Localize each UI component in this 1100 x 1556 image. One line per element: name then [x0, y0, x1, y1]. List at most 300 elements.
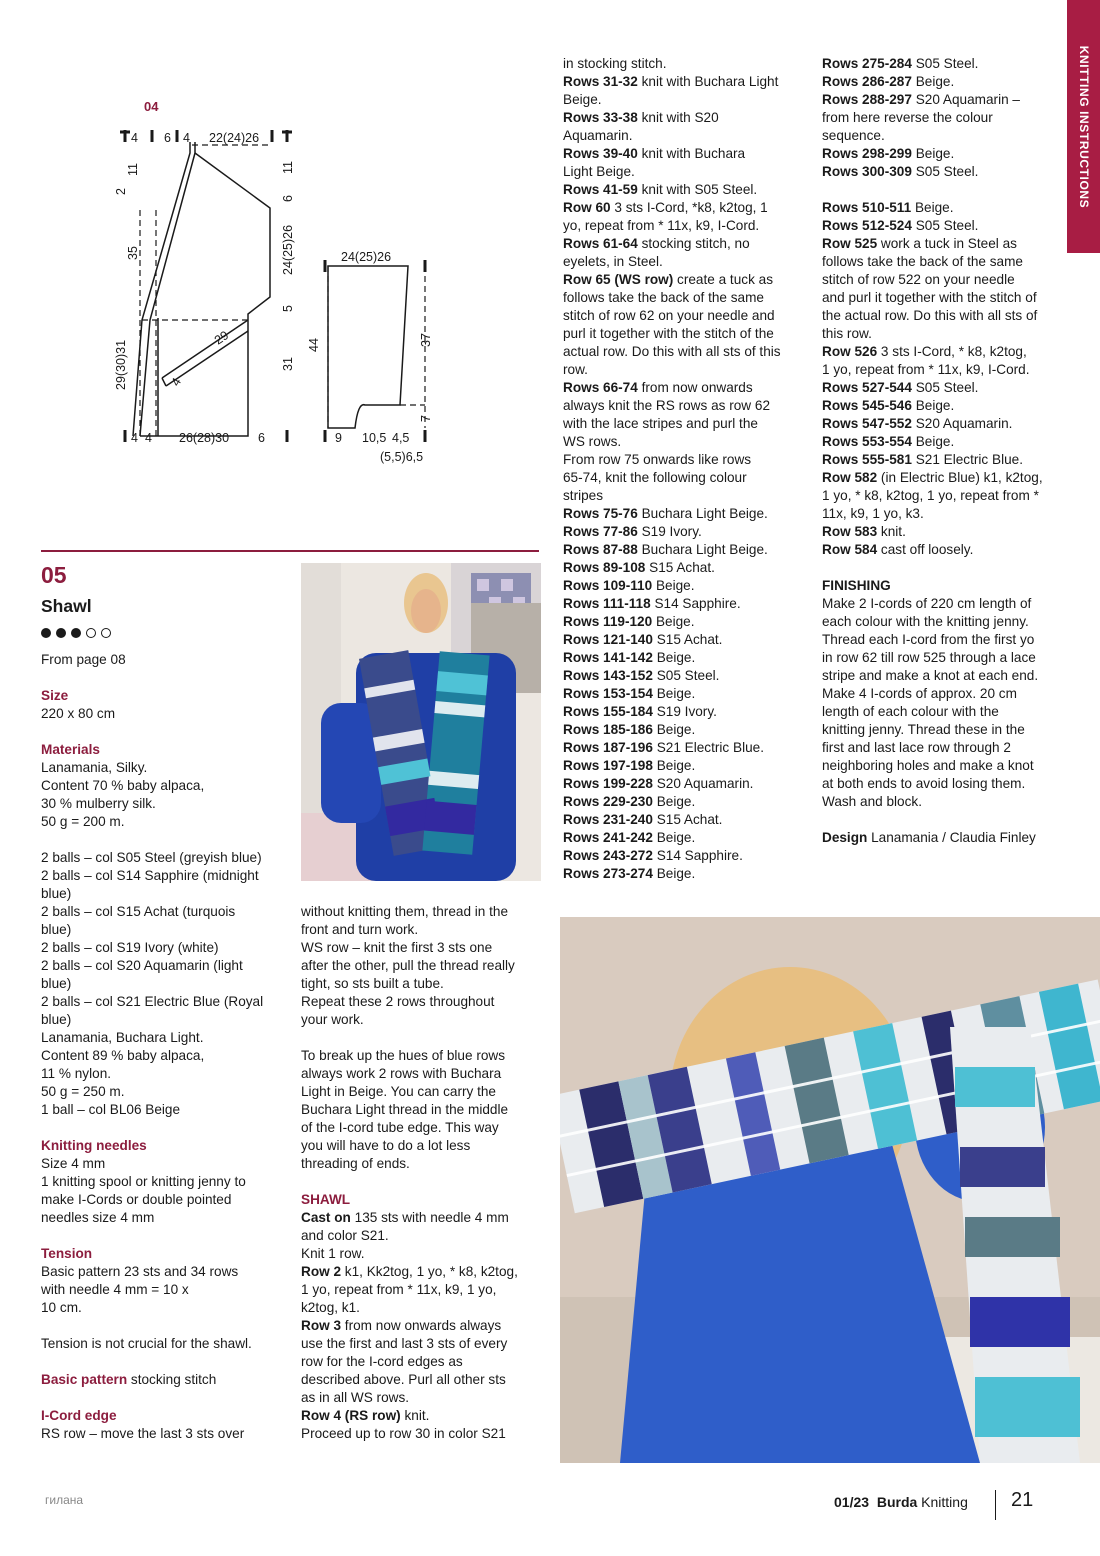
text-line: 1 ball – col BL06 Beige	[41, 1102, 181, 1117]
dim: (5,5)6,5	[380, 450, 424, 464]
instruction-line	[822, 415, 1062, 433]
instruction-label: Rows 87-88	[563, 542, 638, 557]
shawl-photo-portrait	[301, 563, 541, 881]
instruction-text: S19 Ivory.	[652, 704, 717, 719]
instruction-line	[822, 451, 1062, 469]
instruction-line	[822, 811, 1062, 829]
instruction-text: Beige.	[911, 200, 954, 215]
dim: 4	[131, 431, 138, 445]
instruction-line	[822, 235, 1062, 253]
instruction-label: Rows 66-74	[563, 380, 638, 395]
instruction-line	[563, 559, 808, 577]
from-page: From page 08	[41, 652, 126, 667]
text-line: 1 knitting spool or knitting jenny to	[41, 1174, 246, 1189]
instruction-text: Wash and block.	[822, 794, 922, 809]
size-heading: Size	[41, 688, 69, 703]
text-line: blue)	[41, 1012, 72, 1027]
instruction-text: Make 4 I-cords of approx. 20 cm	[822, 686, 1017, 701]
instruction-line	[822, 163, 1062, 181]
instructions-column-2	[301, 903, 546, 1443]
instruction-line	[822, 469, 1062, 487]
instruction-label: Rows 547-552	[822, 416, 912, 431]
instruction-text: S15 Achat.	[652, 812, 723, 827]
instruction-text: yo, repeat from * 11x, k9, I-Cord.	[563, 218, 760, 233]
instruction-line	[563, 865, 808, 883]
instruction-text: knit with S05 Steel.	[637, 182, 758, 197]
text-line: threading of ends.	[301, 1156, 410, 1171]
instruction-line	[563, 451, 808, 469]
instruction-line	[822, 73, 1062, 91]
magazine-name: Knitting	[917, 1494, 968, 1510]
instruction-line	[563, 775, 808, 793]
instruction-label: Rows 273-274	[563, 866, 653, 881]
dim: 22(24)26	[209, 131, 260, 145]
text-line: 2 balls – col S15 Achat (turquois	[41, 904, 236, 919]
instruction-text: each colour with the knitting jenny.	[822, 614, 1029, 629]
instruction-label: Rows 288-297	[822, 92, 912, 107]
instruction-text: stocking stitch, no	[637, 236, 750, 251]
instruction-text: Beige.	[652, 650, 696, 665]
instruction-text: knit.	[877, 524, 906, 539]
instruction-line	[563, 271, 808, 289]
instruction-line	[563, 469, 808, 487]
instruction-label: Rows 275-284	[822, 56, 912, 71]
difficulty-dot-filled	[41, 628, 51, 638]
instruction-label: Rows 75-76	[563, 506, 638, 521]
instruction-label: Rows 141-142	[563, 650, 653, 665]
instruction-text: follows take the back of the same	[563, 290, 764, 305]
instruction-label: Rows 241-242	[563, 830, 653, 845]
instruction-line	[563, 199, 808, 217]
instruction-text: in row 62 till row 525 through a lace	[822, 650, 1036, 665]
instruction-text: follows take the back of the same	[822, 254, 1023, 269]
instruction-text: S21 Electric Blue.	[911, 452, 1023, 467]
instruction-line	[563, 289, 808, 307]
instruction-line	[822, 181, 1062, 199]
instruction-label: Rows 119-120	[563, 614, 653, 629]
instruction-line	[563, 811, 808, 829]
instruction-line	[822, 559, 1062, 577]
instruction-line	[822, 109, 1062, 127]
instruction-text: sequence.	[822, 128, 885, 143]
text-line: 50 g = 250 m.	[41, 1084, 125, 1099]
instruction-text: Beige.	[652, 578, 695, 593]
text-line: 11 % nylon.	[41, 1066, 112, 1081]
instruction-text: Lanamania / Claudia Finley	[867, 830, 1036, 845]
text-line: your work.	[301, 1012, 364, 1027]
instruction-line	[563, 685, 808, 703]
text-line: Basic pattern 23 sts and 34 rows	[41, 1264, 239, 1279]
text-line: front and turn work.	[301, 922, 419, 937]
text-line: k2tog, k1.	[301, 1300, 360, 1315]
instruction-text: Beige.	[652, 758, 696, 773]
instruction-line	[822, 541, 1062, 559]
dim: 31	[281, 357, 295, 371]
instruction-line	[563, 253, 808, 271]
instruction-label: Rows 199-228	[563, 776, 653, 791]
instruction-text: Beige.	[911, 74, 955, 89]
instruction-line	[822, 91, 1062, 109]
instruction-text: this row.	[822, 326, 872, 341]
instruction-text: Beige.	[911, 398, 955, 413]
instruction-label: Rows 553-554	[822, 434, 912, 449]
instruction-text: neighboring holes and make a knot	[822, 758, 1034, 773]
instruction-text: Buchara Light Beige.	[637, 506, 768, 521]
text-line: 50 g = 200 m.	[41, 814, 125, 829]
text-line: stocking stitch	[130, 1372, 217, 1387]
instruction-text: knitting jenny. Thread these in the	[822, 722, 1025, 737]
text-line: Tension is not crucial for the shawl.	[41, 1336, 252, 1351]
instruction-line	[563, 721, 808, 739]
instruction-text: stitch of row 62 on your needle and	[563, 308, 775, 323]
instruction-label: Row 65 (WS row)	[563, 272, 674, 287]
footer-issue	[834, 1494, 968, 1510]
dim: 6	[164, 131, 171, 145]
instruction-text: S05 Steel.	[911, 380, 979, 395]
dim: 24(25)26	[341, 250, 392, 264]
instruction-line	[563, 757, 808, 775]
instruction-text: actual row. Do this with all sts of this	[563, 344, 781, 359]
instruction-line	[822, 379, 1062, 397]
text-line: make I-Cords or double pointed	[41, 1192, 232, 1207]
instruction-line	[822, 397, 1062, 415]
instruction-text: S05 Steel.	[911, 218, 979, 233]
instruction-line	[563, 397, 808, 415]
instruction-line	[822, 631, 1062, 649]
text-bold: Row 4 (RS row)	[301, 1408, 401, 1423]
text-line: of the I-cord tube edge. This way	[301, 1120, 499, 1135]
instruction-line	[563, 487, 808, 505]
dim: 7	[419, 415, 433, 422]
instruction-text: purl it together with the stitch of the	[563, 326, 774, 341]
instruction-line	[822, 505, 1062, 523]
instruction-label: Row 60	[563, 200, 611, 215]
instruction-label: Rows 510-511	[822, 200, 912, 215]
instruction-line	[563, 163, 808, 181]
instruction-label: Design	[822, 830, 868, 845]
instruction-line	[563, 325, 808, 343]
diagram-label: 04	[144, 99, 159, 114]
text-line: always work 2 rows with Buchara	[301, 1066, 502, 1081]
text-line: Repeat these 2 rows throughout	[301, 994, 495, 1009]
instruction-text: and purl it together with the stitch of	[822, 290, 1037, 305]
instruction-text: S15 Achat.	[645, 560, 715, 575]
instruction-label: Rows 41-59	[563, 182, 638, 197]
shawl-heading: SHAWL	[301, 1192, 351, 1207]
instruction-label: Rows 77-86	[563, 524, 638, 539]
text-line: tight, so sts built a tube.	[301, 976, 444, 991]
instruction-text: 1 yo, repeat from * 11x, k9, I-Cord.	[822, 362, 1030, 377]
instruction-line	[563, 145, 808, 163]
instruction-line	[563, 235, 808, 253]
instruction-line	[563, 91, 808, 109]
text-line: 2 balls – col S20 Aquamarin (light	[41, 958, 243, 973]
instruction-line	[563, 667, 808, 685]
instruction-text: Beige.	[652, 866, 696, 881]
size-value: 220 x 80 cm	[41, 706, 116, 721]
instruction-line	[563, 109, 808, 127]
instruction-line	[563, 379, 808, 397]
instruction-line	[563, 649, 808, 667]
instruction-line	[822, 271, 1062, 289]
instruction-line	[822, 487, 1062, 505]
text-line: WS row – knit the first 3 sts one	[301, 940, 493, 955]
text-line: needles size 4 mm	[41, 1210, 155, 1225]
difficulty-dot-empty	[86, 628, 96, 638]
difficulty-rating	[41, 625, 116, 643]
instruction-line	[563, 829, 808, 847]
instruction-line	[822, 667, 1062, 685]
instruction-line	[563, 613, 808, 631]
instruction-label: Rows 111-118	[563, 596, 651, 611]
instruction-line	[563, 181, 808, 199]
instruction-line	[563, 739, 808, 757]
instruction-text: 65-74, knit the following colour	[563, 470, 747, 485]
instruction-label: Rows 33-38	[563, 110, 638, 125]
instruction-label: Row 583	[822, 524, 878, 539]
instruction-line	[563, 595, 808, 613]
text-line: Light in Beige. You can carry the	[301, 1084, 496, 1099]
dim: 4	[145, 431, 152, 445]
text-line: 30 % mulberry silk.	[41, 796, 156, 811]
text-line: 2 balls – col S21 Electric Blue (Royal	[41, 994, 264, 1009]
difficulty-dot-filled	[71, 628, 81, 638]
instruction-line	[822, 127, 1062, 145]
instruction-line	[563, 433, 808, 451]
instruction-text: the actual row. Do this with all sts of	[822, 308, 1038, 323]
footer-divider	[995, 1490, 996, 1520]
instruction-text: S14 Sapphire.	[650, 596, 741, 611]
instruction-line	[563, 55, 808, 73]
instruction-line	[822, 649, 1062, 667]
instruction-line	[563, 541, 808, 559]
instruction-text: Light Beige.	[563, 164, 635, 179]
instruction-label: Rows 512-524	[822, 218, 912, 233]
brand-name: Burda	[876, 1494, 918, 1510]
instruction-label: Rows 153-154	[563, 686, 653, 701]
dim: 6	[281, 195, 295, 202]
instruction-label: Rows 39-40	[563, 146, 638, 161]
instruction-label: Rows 243-272	[563, 848, 653, 863]
dim: 4	[131, 131, 138, 145]
instruction-line	[563, 793, 808, 811]
instruction-line	[822, 721, 1062, 739]
instruction-text: from now onwards	[637, 380, 753, 395]
instruction-label: Rows 545-546	[822, 398, 912, 413]
watermark: гилана	[45, 1493, 84, 1507]
instruction-line	[563, 415, 808, 433]
section-divider	[41, 550, 539, 552]
instruction-line	[822, 685, 1062, 703]
instruction-line	[563, 577, 808, 595]
icord-heading: I-Cord edge	[41, 1408, 117, 1423]
body-outline	[158, 153, 270, 436]
instruction-line	[822, 739, 1062, 757]
instruction-text: Beige.	[911, 434, 955, 449]
instruction-label: Rows 555-581	[822, 452, 912, 467]
instruction-text: From row 75 onwards like rows	[563, 452, 752, 467]
instruction-label: Rows 31-32	[563, 74, 638, 89]
text-line: use the first and last 3 sts of every	[301, 1336, 508, 1351]
text-line: k1, Kk2tog, 1 yo, * k8, k2tog,	[341, 1264, 518, 1279]
sleeve-outline	[328, 266, 408, 428]
instruction-text: S21 Electric Blue.	[652, 740, 764, 755]
section-tab: KNITTING INSTRUCTIONS	[1067, 0, 1100, 253]
instruction-line	[822, 775, 1062, 793]
instruction-text: row.	[563, 362, 588, 377]
instruction-text: work a tuck in Steel as	[877, 236, 1017, 251]
instruction-text: stitch of row 522 on your needle	[822, 272, 1015, 287]
instruction-label: FINISHING	[822, 578, 891, 593]
dim: 11	[281, 161, 295, 174]
instruction-text: cast off loosely.	[877, 542, 974, 557]
instruction-line	[822, 829, 1062, 847]
instruction-label: Rows 187-196	[563, 740, 653, 755]
instruction-text: Aquamarin.	[563, 128, 633, 143]
text-line: without knitting them, thread in the	[301, 904, 509, 919]
instruction-text: S19 Ivory.	[637, 524, 702, 539]
instruction-line	[563, 307, 808, 325]
pattern-diagram	[100, 90, 450, 465]
instruction-label: Rows 185-186	[563, 722, 653, 737]
instruction-line	[563, 523, 808, 541]
instruction-text: Beige.	[652, 614, 695, 629]
instruction-text: S15 Achat.	[652, 632, 723, 647]
instruction-line	[563, 217, 808, 235]
front-edge-line	[133, 142, 195, 436]
instruction-line	[563, 847, 808, 865]
instruction-line	[563, 361, 808, 379]
instruction-text: always knit the RS rows as row 62	[563, 398, 771, 413]
dim: 29(30)31	[114, 339, 128, 390]
instruction-text: Thread each I-cord from the first yo	[822, 632, 1035, 647]
instruction-label: Row 582	[822, 470, 878, 485]
instruction-text: S20 Aquamarin –	[911, 92, 1020, 107]
instruction-text: Beige.	[652, 794, 696, 809]
text-bold: Row 2	[301, 1264, 342, 1279]
instruction-label: Row 525	[822, 236, 878, 251]
instruction-line	[822, 595, 1062, 613]
instruction-text: 3 sts I-Cord, * k8, k2tog,	[877, 344, 1027, 359]
instruction-line	[822, 703, 1062, 721]
instruction-text: stripe and make a knot at each end.	[822, 668, 1039, 683]
text-line: Content 89 % baby alpaca,	[41, 1048, 205, 1063]
pocket-outline	[162, 320, 248, 389]
text-line: 10 cm.	[41, 1300, 82, 1315]
dim: 35	[126, 246, 140, 260]
instruction-text: S05 Steel.	[652, 668, 720, 683]
instruction-line	[822, 325, 1062, 343]
instruction-text: from here reverse the colour	[822, 110, 993, 125]
instruction-text: S20 Aquamarin.	[911, 416, 1013, 431]
tension-heading: Tension	[41, 1246, 93, 1261]
instruction-line	[563, 505, 808, 523]
instruction-line	[822, 343, 1062, 361]
instruction-text: knit with S20	[637, 110, 719, 125]
instruction-text: Beige.	[563, 92, 602, 107]
materials-column	[41, 651, 291, 1443]
text-line: 2 balls – col S05 Steel (greyish blue)	[41, 850, 262, 865]
instruction-label: Rows 61-64	[563, 236, 638, 251]
instruction-line	[822, 307, 1062, 325]
instruction-text: length of each colour with the	[822, 704, 999, 719]
instruction-text: (in Electric Blue) k1, k2tog,	[877, 470, 1043, 485]
instruction-text: in stocking stitch.	[563, 56, 667, 71]
instruction-text: S20 Aquamarin.	[652, 776, 754, 791]
instruction-label: Rows 121-140	[563, 632, 653, 647]
instruction-label: Rows 197-198	[563, 758, 653, 773]
instruction-label: Rows 527-544	[822, 380, 912, 395]
dim: 44	[307, 338, 321, 352]
text-line: 2 balls – col S19 Ivory (white)	[41, 940, 219, 955]
dim: 29	[211, 328, 232, 348]
text-line: blue)	[41, 922, 72, 937]
dim: 10,5	[362, 431, 387, 445]
difficulty-dot-empty	[101, 628, 111, 638]
instruction-line	[822, 613, 1062, 631]
instruction-line	[822, 253, 1062, 271]
dim: 2	[114, 188, 128, 195]
text-line: To break up the hues of blue rows	[301, 1048, 506, 1063]
instruction-line	[563, 631, 808, 649]
text-line: row for the I-cord edges as	[301, 1354, 463, 1369]
instruction-text: with the lace stripes and purl the	[563, 416, 758, 431]
dim: 24(25)26	[281, 224, 295, 275]
section-title: Shawl	[41, 596, 92, 616]
instruction-label: Rows 231-240	[563, 812, 653, 827]
text-line: from now onwards always	[341, 1318, 502, 1333]
instruction-label: Rows 286-287	[822, 74, 912, 89]
text-line: Proceed up to row 30 in color S21	[301, 1426, 506, 1441]
page-number: 21	[1011, 1489, 1034, 1511]
instruction-text: knit with Buchara Light	[637, 74, 779, 89]
instruction-label: Row 584	[822, 542, 878, 557]
instruction-line	[822, 199, 1062, 217]
section-heading	[41, 561, 116, 643]
instruction-line	[822, 433, 1062, 451]
instruction-line	[822, 361, 1062, 379]
dim: 6	[258, 431, 265, 445]
instruction-label: Rows 300-309	[822, 164, 912, 179]
text-line: 135 sts with needle 4 mm	[350, 1210, 509, 1225]
text-bold: Cast on	[301, 1210, 351, 1225]
text-line: Knit 1 row.	[301, 1246, 365, 1261]
instruction-text: Beige.	[652, 722, 696, 737]
instruction-line	[822, 523, 1062, 541]
instruction-line	[563, 73, 808, 91]
basic-heading: Basic pattern	[41, 1372, 128, 1387]
difficulty-dot-filled	[56, 628, 66, 638]
materials-heading: Materials	[41, 742, 100, 757]
text-line: 1 yo, repeat from * 11x, k9, 1 yo,	[301, 1282, 497, 1297]
text-line: knit.	[400, 1408, 430, 1423]
instruction-text: 1 yo, * k8, k2tog, 1 yo, repeat from *	[822, 488, 1039, 503]
instruction-label: Rows 109-110	[563, 578, 653, 593]
shawl-photo-detail	[560, 917, 1100, 1463]
instruction-line	[822, 793, 1062, 811]
instruction-label: Rows 143-152	[563, 668, 653, 683]
instruction-label: Rows 155-184	[563, 704, 653, 719]
dim: 11	[126, 163, 140, 176]
instruction-text: stripes	[563, 488, 604, 503]
instruction-label: Rows 229-230	[563, 794, 653, 809]
instruction-line	[822, 289, 1062, 307]
dim: 37	[419, 333, 433, 347]
text-line: described above. Purl all other sts	[301, 1372, 506, 1387]
instructions-column-4	[822, 55, 1062, 847]
instruction-text: create a tuck as	[673, 272, 774, 287]
instruction-text: S05 Steel.	[911, 164, 979, 179]
